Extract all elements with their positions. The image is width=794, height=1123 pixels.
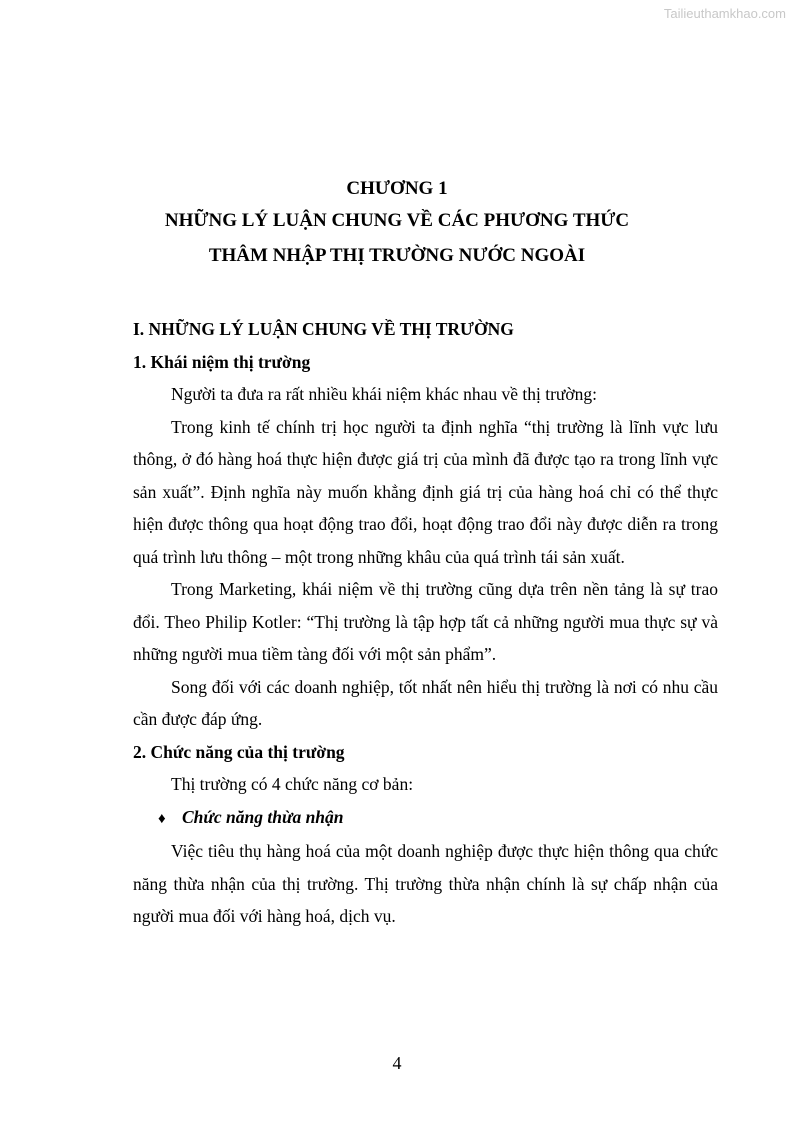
subsection-heading-1: 1. Khái niệm thị trường (133, 351, 311, 372)
chapter-label: CHƯƠNG 1 (346, 178, 448, 199)
chapter-title-line2: THÂM NHẬP THỊ TRƯỜNG NƯỚC NGOÀI (208, 245, 586, 266)
paragraph: Trong kinh tế chính trị học người ta định nghĩa “thị trường là lĩnh vực lưu thông, ở đó hàng hoá thực hiện được giá trị của mình đã được tạo ra trong lĩnh vực sản xuất”. Định nghĩa này muốn khẳng định giá trị của hàng hoá chỉ có thể thực hiện được thông qua hoạt động trao đổi, hoạt động trao đổi này được diễn ra trong quá trình lưu thông – một trong những khâu của quá trình tái sản xuất. (133, 416, 718, 567)
bullet-label: Chức năng thừa nhận (182, 806, 344, 827)
paragraph: Thị trường có 4 chức năng cơ bản: (171, 774, 414, 794)
paragraph: Trong Marketing, khái niệm về thị trường cũng dựa trên nền tảng là sự trao đổi. Theo Philip Kotler: “Thị trường là tập hợp tất cả những người mua thực sự và những người mua tiềm tàng đối với một sản phẩm”. (133, 579, 718, 664)
watermark: Tailieuthamkhao.com (663, 6, 786, 21)
paragraph: Song đối với các doanh nghiệp, tốt nhất nên hiểu thị trường là nơi có nhu cầu cần được đáp ứng. (133, 676, 718, 729)
paragraph: Người ta đưa ra rất nhiều khái niệm khác nhau về thị trường: (171, 384, 598, 404)
document-body (133, 313, 718, 933)
section-heading: I. NHỮNG LÝ LUẬN CHUNG VỀ THỊ TRƯỜNG (133, 319, 514, 339)
page-number: 4 (392, 1053, 402, 1073)
chapter-title-line1: NHỮNG LÝ LUẬN CHUNG VỀ CÁC PHƯƠNG THỨC (164, 210, 630, 231)
paragraph: Việc tiêu thụ hàng hoá của một doanh nghiệp được thực hiện thông qua chức năng thừa nhận của thị trường. Thị trường thừa nhận chính là sự chấp nhận của người mua đối với hàng hoá, dịch vụ. (133, 841, 718, 926)
diamond-bullet-icon: ♦ (158, 810, 166, 827)
bullet-item (133, 801, 718, 836)
subsection-heading-2: 2. Chức năng của thị trường (133, 741, 345, 762)
